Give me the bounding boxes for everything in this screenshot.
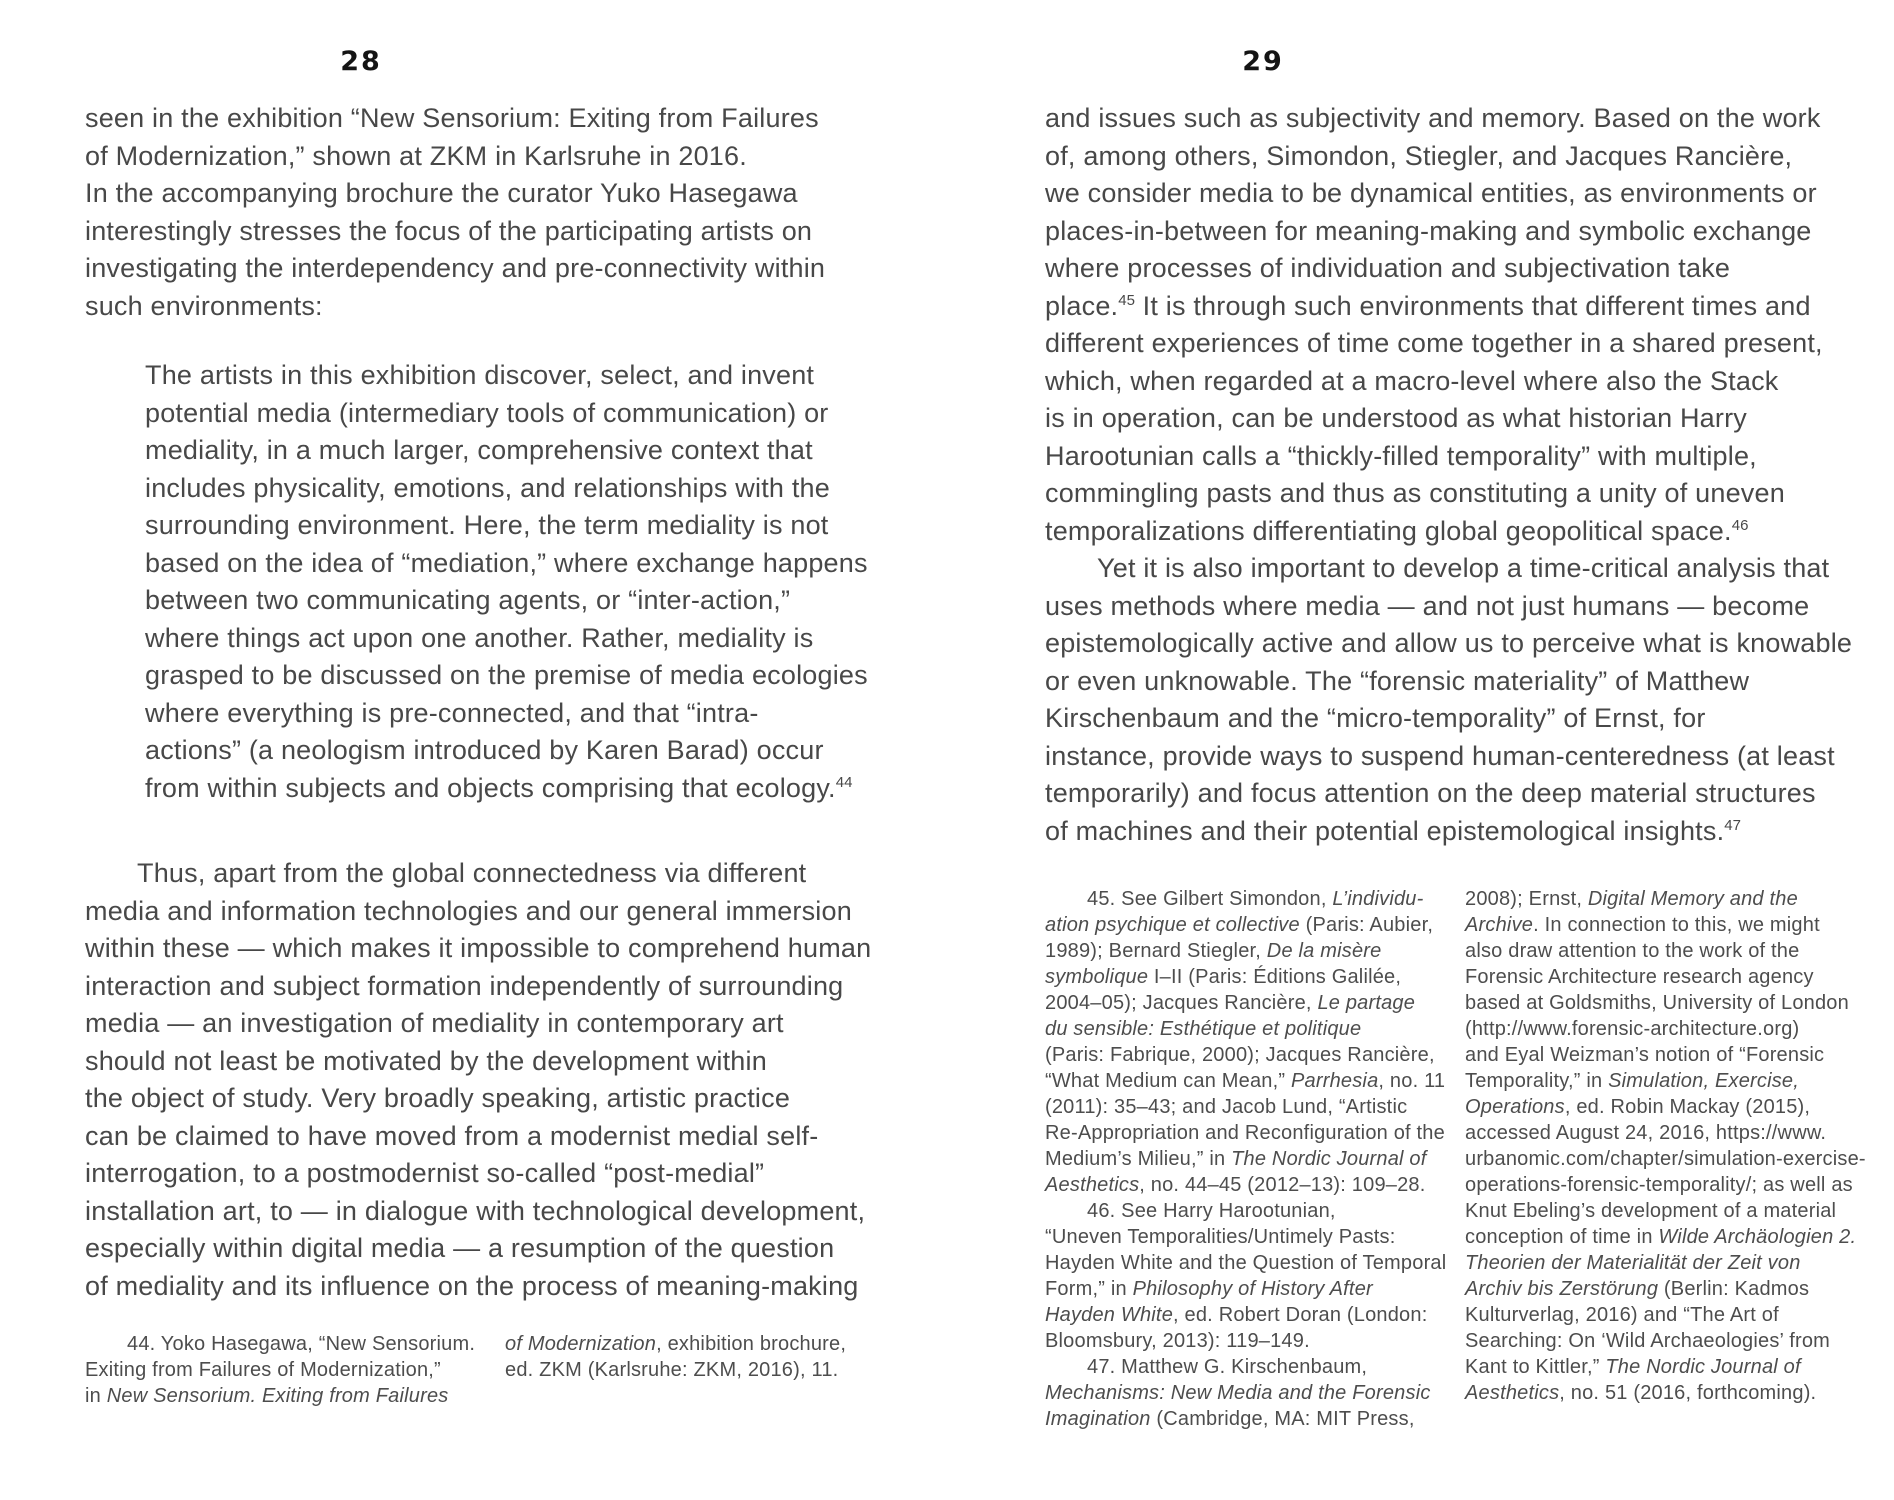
text-run: L’individu- (1332, 888, 1424, 910)
text-run: Imagination (1045, 1408, 1151, 1430)
text-run: It is through such environments that different times and (1134, 290, 1811, 321)
text-line (1045, 700, 1890, 738)
footnote-line (1045, 1406, 1445, 1432)
footnote-line (1465, 1198, 1866, 1224)
text-line (145, 357, 895, 395)
text-line (1045, 775, 1890, 813)
text-run: should not least be motivated by the development within (85, 1045, 767, 1076)
text-run: different experiences of time come together in a shared present, (1045, 328, 1823, 358)
footnote-line (1465, 1094, 1866, 1120)
text-run: Temporality,” in (1465, 1070, 1609, 1092)
footnotes (85, 1331, 895, 1409)
text-line (85, 855, 895, 893)
text-run: urbanomic.com/chapter/simulation-exercise- (1465, 1148, 1866, 1170)
text-run: , no. 51 (2016, forthcoming). (1559, 1382, 1817, 1404)
footnote-line (1045, 1380, 1445, 1406)
footnote-line (1045, 1250, 1445, 1276)
text-run: , no. 44–45 (2012–13): 109–28. (1139, 1174, 1426, 1196)
text-line (85, 1230, 895, 1268)
text-run: interrogation, to a postmodernist so-called “post-medial” (85, 1158, 765, 1188)
text-run: based on the idea of “mediation,” where exchange happens (145, 547, 868, 578)
text-run: temporalizations differentiating global geopolitical space. (1045, 515, 1732, 546)
text-run: operations-forensic-temporality/; as well as (1465, 1174, 1853, 1196)
text-run: the object of study. Very broadly speaking, artistic practice (85, 1083, 791, 1113)
text-run: The Nordic Journal of (1231, 1148, 1427, 1170)
text-run: we consider media to be dynamical entities, as environments or (1045, 178, 1817, 208)
text-line (145, 395, 895, 433)
text-run: Operations (1465, 1096, 1565, 1118)
text-run: and Eyal Weizman’s notion of “Forensic (1465, 1044, 1825, 1066)
text-run: symbolique (1045, 966, 1149, 988)
text-run: Hayden White (1045, 1304, 1174, 1326)
block-quote (145, 357, 895, 807)
text-line (85, 1155, 895, 1193)
text-run: , no. 11 (1378, 1070, 1446, 1092)
footnote-line (1465, 1276, 1866, 1302)
text-run: within these — which makes it impossible to comprehend human (85, 933, 872, 963)
text-run: . In connection to this, we might (1533, 914, 1820, 936)
footnote-line (1045, 1120, 1445, 1146)
footnote-line (1465, 912, 1866, 938)
text-run: The Nordic Journal of (1605, 1356, 1801, 1378)
text-run: seen in the exhibition “New Sensorium: Exiting from Failures (85, 103, 819, 133)
text-line (145, 507, 895, 545)
paragraph (85, 100, 895, 325)
text-run: places-in-between for meaning-making and symbolic exchange (1045, 215, 1812, 246)
text-run: 2008); Ernst, (1465, 888, 1588, 910)
text-line (85, 1268, 895, 1306)
text-run: conception of time in (1465, 1226, 1659, 1248)
text-run: “Uneven Temporalities/Untimely Pasts: (1045, 1226, 1396, 1248)
footnote-line (1465, 1380, 1866, 1406)
text-line (1045, 550, 1890, 588)
footnote-line (1465, 990, 1866, 1016)
text-line (1045, 100, 1890, 138)
footnote-marker: 46 (1731, 516, 1749, 534)
footnote-line (1465, 938, 1866, 964)
text-line (85, 1043, 895, 1081)
text-run: Wilde Archäologien 2. (1658, 1226, 1857, 1248)
footnote-line (85, 1383, 485, 1409)
footnote-line (1465, 1224, 1866, 1250)
text-line (85, 175, 895, 213)
text-run: especially within digital media — a resumption of the question (85, 1233, 835, 1263)
footnote-marker: 45 (1118, 291, 1135, 309)
footnote-line (1045, 1198, 1445, 1224)
text-run: from within subjects and objects comprising that ecology. (145, 772, 836, 803)
text-line (85, 930, 895, 968)
footnote-column (1465, 886, 1866, 1432)
footnote-line (1045, 912, 1445, 938)
text-run: Kant to Kittler,” (1465, 1356, 1606, 1378)
text-run: du sensible: Esthétique et politique (1045, 1018, 1362, 1040)
text-run: Harootunian calls a “thickly-filled temporality” with multiple, (1045, 440, 1757, 471)
text-line (145, 657, 895, 695)
footnote-line (505, 1331, 846, 1357)
text-run: Simulation, Exercise, (1608, 1070, 1800, 1092)
footnote-line (1465, 964, 1866, 990)
footnote-line (1045, 1016, 1445, 1042)
text-line (85, 1193, 895, 1231)
footnote-line (1465, 1146, 1866, 1172)
text-run: Digital Memory and the (1587, 888, 1798, 910)
text-run: where processes of individuation and subjectivation take (1045, 253, 1731, 283)
text-run: 44. Yoko Hasegawa, “New Sensorium. (127, 1333, 476, 1355)
page-28-body (85, 100, 895, 1409)
text-run: (Paris: Aubier, (1299, 914, 1434, 936)
text-line (1045, 438, 1890, 476)
text-run: Exiting from Failures of Modernization,” (85, 1359, 441, 1381)
text-run: , ed. Robert Doran (London: (1173, 1304, 1428, 1326)
text-run: of Modernization,” shown at ZKM in Karlsruhe in 2016. (85, 140, 747, 171)
text-line (85, 893, 895, 931)
footnote-column (1045, 886, 1445, 1432)
text-run: potential media (intermediary tools of communication) or (145, 397, 829, 428)
text-run: where everything is pre-connected, and that “intra- (145, 697, 759, 728)
text-run: , ed. Robin Mackay (2015), (1564, 1096, 1811, 1118)
text-run: place. (1045, 290, 1119, 321)
footnote-line (1465, 1172, 1866, 1198)
text-line (85, 100, 895, 138)
text-run: interaction and subject formation independently of surrounding (85, 970, 844, 1001)
footnote-column (85, 1331, 485, 1409)
footnote-line (1465, 1042, 1866, 1068)
text-run: in (85, 1385, 107, 1407)
text-run: interestingly stresses the focus of the participating artists on (85, 215, 813, 246)
footnote-line (1045, 1354, 1445, 1380)
footnotes (1045, 886, 1890, 1432)
text-run: of mediality and its influence on the process of meaning-making (85, 1270, 859, 1301)
footnote-line (1465, 886, 1866, 912)
text-run: of, among others, Simondon, Stiegler, and Jacques Rancière, (1045, 140, 1793, 171)
footnote-line (1045, 886, 1445, 912)
text-line (1045, 475, 1890, 513)
text-run: of machines and their potential epistemological insights. (1045, 815, 1725, 846)
text-line (85, 250, 895, 288)
text-run: also draw attention to the work of the (1465, 940, 1800, 962)
text-run: which, when regarded at a macro-level where also the Stack (1045, 365, 1779, 396)
footnote-line (85, 1331, 485, 1357)
text-run: mediality, in a much larger, comprehensive context that (145, 435, 813, 465)
footnote-line (1465, 1250, 1866, 1276)
text-run: instance, provide ways to suspend human-centeredness (at least (1045, 740, 1835, 771)
text-run: Hayden White and the Question of Temporal (1045, 1252, 1447, 1274)
text-line (145, 732, 895, 770)
text-run: 45. See Gilbert Simondon, (1087, 888, 1333, 910)
footnote-marker: 47 (1724, 816, 1741, 834)
text-line (145, 470, 895, 508)
text-run: based at Goldsmiths, University of London (1465, 992, 1849, 1014)
text-line (85, 1118, 895, 1156)
text-run: includes physicality, emotions, and relationships with the (145, 472, 830, 503)
text-run: “What Medium can Mean,” (1045, 1070, 1291, 1092)
text-run: I–II (Paris: Éditions Galilée, (1148, 966, 1402, 988)
text-line (1045, 625, 1890, 663)
text-run: actions” (a neologism introduced by Karen Barad) occur (145, 735, 824, 765)
footnote-line (1045, 1328, 1445, 1354)
text-run: ation psychique et collective (1045, 914, 1300, 936)
footnote-line (1045, 1224, 1445, 1250)
paragraph (85, 855, 895, 1305)
text-run: 47. Matthew G. Kirschenbaum, (1087, 1356, 1368, 1378)
text-line (1045, 288, 1890, 326)
footnote-line (1045, 1042, 1445, 1068)
text-run: (Berlin: Kadmos (1658, 1278, 1810, 1300)
text-run: between two communicating agents, or “inter-action,” (145, 585, 791, 615)
text-run: Le partage (1317, 992, 1416, 1014)
text-run: grasped to be discussed on the premise of media ecologies (145, 660, 868, 690)
text-run: Bloomsbury, 2013): 119–149. (1045, 1330, 1310, 1352)
text-line (1045, 400, 1890, 438)
text-run: media and information technologies and our general immersion (85, 895, 852, 926)
footnote-line (505, 1357, 846, 1383)
footnote-marker: 44 (835, 773, 853, 791)
paragraph (1045, 100, 1890, 550)
text-run: Aesthetics (1465, 1382, 1560, 1404)
text-run: where things act upon one another. Rather, mediality is (145, 622, 814, 653)
text-line (1045, 250, 1890, 288)
text-line (145, 582, 895, 620)
text-run: uses methods where media — and not just humans — become (1045, 590, 1810, 621)
footnote-line (1045, 1068, 1445, 1094)
text-run: (Cambridge, MA: MIT Press, (1150, 1408, 1415, 1430)
text-run: commingling pasts and thus as constituting a unity of uneven (1045, 478, 1785, 508)
text-run: Mechanisms: New Media and the Forensic (1045, 1382, 1431, 1404)
footnote-line (1465, 1120, 1866, 1146)
text-run: or even unknowable. The “forensic materiality” of Matthew (1045, 665, 1750, 696)
text-run: media — an investigation of mediality in contemporary art (85, 1008, 784, 1038)
text-run: of Modernization (505, 1333, 657, 1355)
footnote-line (1045, 1094, 1445, 1120)
page-29 (1045, 0, 1890, 1500)
page-number-left: 28 (340, 46, 382, 77)
text-line (1045, 138, 1890, 176)
text-run: New Sensorium. Exiting from Failures (106, 1385, 449, 1407)
text-line (1045, 213, 1890, 251)
page-29-body (1045, 100, 1890, 1432)
text-line (145, 695, 895, 733)
text-line (145, 432, 895, 470)
text-line (1045, 813, 1890, 851)
text-run: Philosophy of History After (1132, 1278, 1373, 1300)
text-line (85, 1005, 895, 1043)
text-run: 46. See Harry Harootunian, (1087, 1200, 1336, 1222)
text-line (1045, 738, 1890, 776)
text-line (145, 545, 895, 583)
text-run: epistemologically active and allow us to perceive what is knowable (1045, 628, 1853, 658)
text-run: De la misère (1266, 940, 1382, 962)
text-run: Theorien der Materialität der Zeit von (1465, 1252, 1801, 1274)
text-line (1045, 588, 1890, 626)
footnote-line (1045, 1276, 1445, 1302)
footnote-line (85, 1357, 485, 1383)
text-run: , exhibition brochure, (656, 1333, 847, 1355)
text-run: Archive (1465, 914, 1534, 936)
text-run: can be claimed to have moved from a modernist medial self- (85, 1120, 819, 1151)
footnote-line (1465, 1354, 1866, 1380)
text-run: Kirschenbaum and the “micro-temporality” of Ernst, for (1045, 703, 1706, 733)
text-run: Thus, apart from the global connectedness via different (137, 858, 807, 888)
text-line (1045, 363, 1890, 401)
footnote-line (1465, 1328, 1866, 1354)
footnote-line (1045, 964, 1445, 990)
footnote-line (1045, 990, 1445, 1016)
footnote-line (1465, 1016, 1866, 1042)
text-run: investigating the interdependency and pre-connectivity within (85, 253, 826, 283)
footnote-line (1045, 1302, 1445, 1328)
text-run: temporarily) and focus attention on the deep material structures (1045, 778, 1816, 808)
text-line (1045, 663, 1890, 701)
text-run: installation art, to — in dialogue with technological development, (85, 1195, 866, 1226)
text-line (145, 620, 895, 658)
text-run: is in operation, can be understood as what historian Harry (1045, 403, 1747, 433)
text-run: such environments: (85, 290, 323, 321)
paragraph (1045, 550, 1890, 850)
text-line (85, 968, 895, 1006)
text-run: Searching: On ‘Wild Archaeologies’ from (1465, 1330, 1830, 1352)
text-line (145, 770, 895, 808)
text-line (1045, 513, 1890, 551)
footnote-line (1465, 1302, 1866, 1328)
text-run: Parrhesia (1291, 1070, 1379, 1092)
text-run: accessed August 24, 2016, https://www. (1465, 1122, 1827, 1144)
footnote-line (1045, 938, 1445, 964)
footnote-line (1045, 1172, 1445, 1198)
text-run: Kulturverlag, 2016) and “The Art of (1465, 1304, 1779, 1326)
text-run: The artists in this exhibition discover, select, and invent (145, 360, 815, 390)
text-run: 2004–05); Jacques Rancière, (1045, 992, 1318, 1014)
text-line (85, 138, 895, 176)
text-run: (http://www.forensic-architecture.org) (1465, 1018, 1800, 1040)
text-line (85, 1080, 895, 1118)
page-number-right: 29 (1242, 46, 1284, 77)
footnote-column (505, 1331, 846, 1409)
text-line (85, 288, 895, 326)
text-run: Yet it is also important to develop a time-critical analysis that (1097, 553, 1830, 583)
text-run: and issues such as subjectivity and memory. Based on the work (1045, 103, 1821, 133)
page-28 (85, 0, 895, 1500)
footnote-line (1465, 1068, 1866, 1094)
text-run: Archiv bis Zerstörung (1465, 1278, 1659, 1300)
footnote-line (1045, 1146, 1445, 1172)
text-run: In the accompanying brochure the curator Yuko Hasegawa (85, 178, 798, 208)
text-run: Forensic Architecture research agency (1465, 966, 1814, 988)
text-run: ed. ZKM (Karlsruhe: ZKM, 2016), 11. (505, 1359, 839, 1381)
text-run: surrounding environment. Here, the term mediality is not (145, 510, 829, 540)
text-line (1045, 175, 1890, 213)
text-run: (Paris: Fabrique, 2000); Jacques Rancière, (1045, 1044, 1435, 1066)
text-run: Form,” in (1045, 1278, 1133, 1300)
text-run: (2011): 35–43; and Jacob Lund, “Artistic (1045, 1096, 1408, 1118)
text-line (1045, 325, 1890, 363)
text-run: 1989); Bernard Stiegler, (1045, 940, 1267, 962)
text-run: Aesthetics (1045, 1174, 1140, 1196)
text-run: Medium’s Milieu,” in (1045, 1148, 1232, 1170)
text-line (85, 213, 895, 251)
text-run: Knut Ebeling’s development of a material (1465, 1200, 1837, 1222)
text-run: Re-Appropriation and Reconfiguration of the (1045, 1122, 1445, 1144)
